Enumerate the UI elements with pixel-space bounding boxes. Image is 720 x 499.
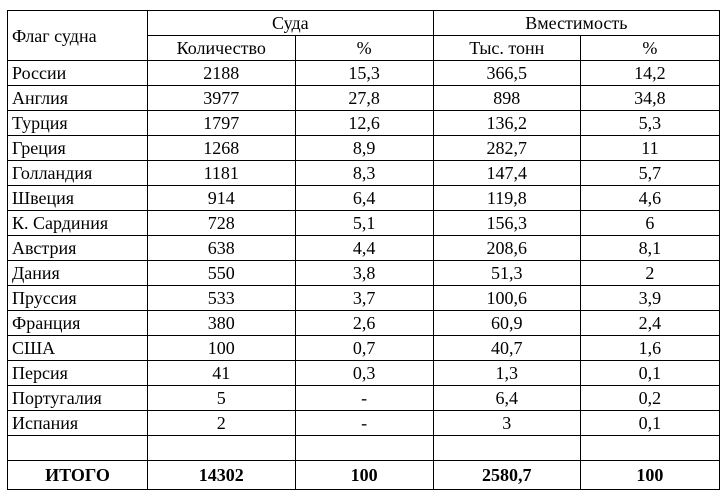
total-row xyxy=(8,461,720,490)
cell-pct1: 0,3 xyxy=(295,361,433,386)
header-row-1 xyxy=(8,11,720,36)
blank-cell xyxy=(433,436,580,461)
cell-pct1: 5,1 xyxy=(295,211,433,236)
cell-count: 5 xyxy=(147,386,295,411)
cell-pct1: 2,6 xyxy=(295,311,433,336)
cell-tons: 136,2 xyxy=(433,111,580,136)
cell-pct1: 6,4 xyxy=(295,186,433,211)
blank-cell xyxy=(295,436,433,461)
cell-pct2: 4,6 xyxy=(580,186,719,211)
cell-count: 533 xyxy=(147,286,295,311)
blank-cell xyxy=(8,436,148,461)
cell-tons: 119,8 xyxy=(433,186,580,211)
cell-flag: Швеция xyxy=(8,186,148,211)
table-row xyxy=(8,411,720,436)
cell-count: 638 xyxy=(147,236,295,261)
cell-count: 1268 xyxy=(147,136,295,161)
cell-tons: 1,3 xyxy=(433,361,580,386)
cell-pct2: 0,1 xyxy=(580,411,719,436)
cell-count: 380 xyxy=(147,311,295,336)
total-pct2: 100 xyxy=(580,461,719,490)
header-capacity: Вместимость xyxy=(433,11,719,36)
cell-flag: Испания xyxy=(8,411,148,436)
blank-row xyxy=(8,436,720,461)
cell-pct2: 6 xyxy=(580,211,719,236)
cell-pct2: 8,1 xyxy=(580,236,719,261)
cell-flag: Пруссия xyxy=(8,286,148,311)
table-row xyxy=(8,136,720,161)
cell-count: 728 xyxy=(147,211,295,236)
table-row xyxy=(8,161,720,186)
cell-pct1: 8,9 xyxy=(295,136,433,161)
cell-flag: США xyxy=(8,336,148,361)
header-pct1: % xyxy=(295,36,433,61)
cell-pct2: 34,8 xyxy=(580,86,719,111)
cell-tons: 100,6 xyxy=(433,286,580,311)
cell-flag: Турция xyxy=(8,111,148,136)
table-row xyxy=(8,361,720,386)
total-tons: 2580,7 xyxy=(433,461,580,490)
cell-pct1: 15,3 xyxy=(295,61,433,86)
table-row xyxy=(8,211,720,236)
cell-flag: Голландия xyxy=(8,161,148,186)
cell-tons: 282,7 xyxy=(433,136,580,161)
cell-tons: 40,7 xyxy=(433,336,580,361)
cell-pct1: 12,6 xyxy=(295,111,433,136)
table-row xyxy=(8,261,720,286)
blank-cell xyxy=(147,436,295,461)
cell-count: 1181 xyxy=(147,161,295,186)
cell-flag: Дания xyxy=(8,261,148,286)
cell-pct2: 0,2 xyxy=(580,386,719,411)
ships-table xyxy=(7,10,720,490)
cell-flag: Австрия xyxy=(8,236,148,261)
cell-count: 41 xyxy=(147,361,295,386)
cell-tons: 366,5 xyxy=(433,61,580,86)
cell-tons: 208,6 xyxy=(433,236,580,261)
cell-pct1: 4,4 xyxy=(295,236,433,261)
cell-pct1: 0,7 xyxy=(295,336,433,361)
cell-flag: Персия xyxy=(8,361,148,386)
table-row xyxy=(8,336,720,361)
cell-tons: 156,3 xyxy=(433,211,580,236)
header-flag: Флаг судна xyxy=(8,11,148,61)
cell-pct1: 8,3 xyxy=(295,161,433,186)
header-pct2: % xyxy=(580,36,719,61)
cell-count: 1797 xyxy=(147,111,295,136)
cell-pct2: 1,6 xyxy=(580,336,719,361)
table-row xyxy=(8,111,720,136)
cell-pct1: - xyxy=(295,386,433,411)
cell-flag: Англия xyxy=(8,86,148,111)
total-pct1: 100 xyxy=(295,461,433,490)
table-body xyxy=(8,61,720,436)
cell-tons: 147,4 xyxy=(433,161,580,186)
total-count: 14302 xyxy=(147,461,295,490)
cell-pct1: - xyxy=(295,411,433,436)
cell-count: 3977 xyxy=(147,86,295,111)
cell-pct1: 3,7 xyxy=(295,286,433,311)
cell-flag: К. Сардиния xyxy=(8,211,148,236)
cell-count: 2188 xyxy=(147,61,295,86)
cell-flag: Греция xyxy=(8,136,148,161)
cell-tons: 60,9 xyxy=(433,311,580,336)
table-row xyxy=(8,386,720,411)
cell-tons: 6,4 xyxy=(433,386,580,411)
cell-count: 100 xyxy=(147,336,295,361)
header-ships: Суда xyxy=(147,11,433,36)
cell-pct2: 2 xyxy=(580,261,719,286)
cell-count: 2 xyxy=(147,411,295,436)
cell-count: 914 xyxy=(147,186,295,211)
table-row xyxy=(8,86,720,111)
blank-cell xyxy=(580,436,719,461)
cell-tons: 51,3 xyxy=(433,261,580,286)
table-row xyxy=(8,286,720,311)
table-row xyxy=(8,61,720,86)
table-row xyxy=(8,186,720,211)
cell-tons: 3 xyxy=(433,411,580,436)
cell-pct2: 11 xyxy=(580,136,719,161)
cell-pct2: 14,2 xyxy=(580,61,719,86)
header-tons: Тыс. тонн xyxy=(433,36,580,61)
header-count: Количество xyxy=(147,36,295,61)
cell-pct2: 2,4 xyxy=(580,311,719,336)
cell-flag: Португалия xyxy=(8,386,148,411)
table-row xyxy=(8,236,720,261)
cell-pct2: 0,1 xyxy=(580,361,719,386)
cell-pct1: 27,8 xyxy=(295,86,433,111)
cell-pct2: 5,3 xyxy=(580,111,719,136)
cell-tons: 898 xyxy=(433,86,580,111)
cell-pct2: 3,9 xyxy=(580,286,719,311)
cell-pct2: 5,7 xyxy=(580,161,719,186)
cell-flag: Франция xyxy=(8,311,148,336)
cell-count: 550 xyxy=(147,261,295,286)
cell-pct1: 3,8 xyxy=(295,261,433,286)
total-label: ИТОГО xyxy=(8,461,148,490)
cell-flag: России xyxy=(8,61,148,86)
table-wrapper xyxy=(7,10,720,490)
table-row xyxy=(8,311,720,336)
